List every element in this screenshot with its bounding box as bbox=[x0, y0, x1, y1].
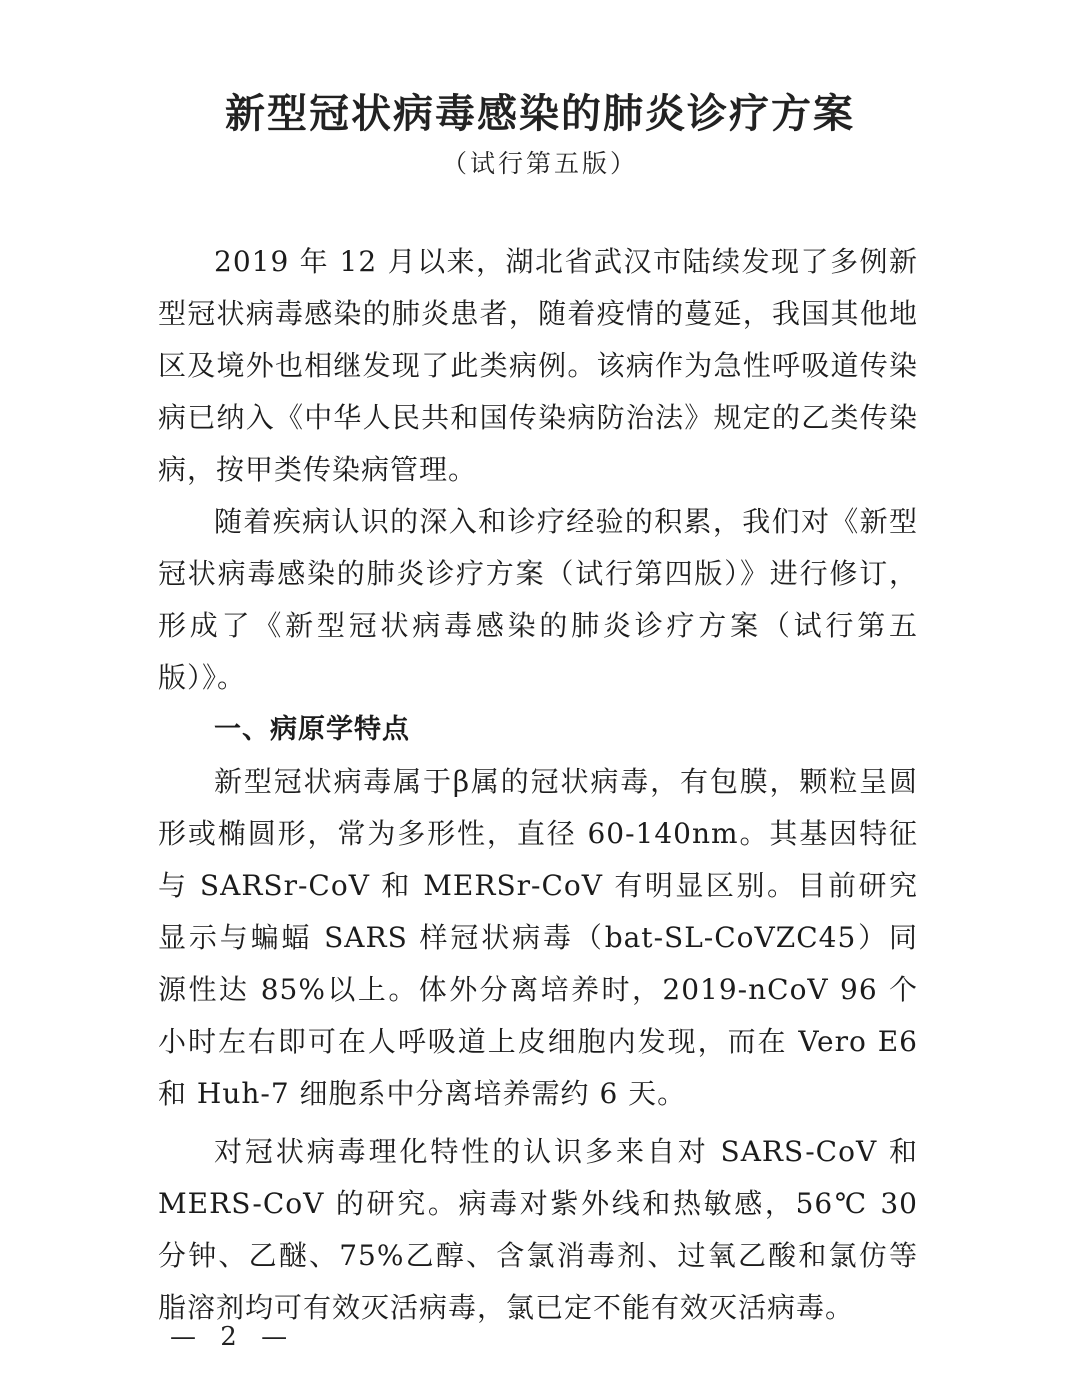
document-title: 新型冠状病毒感染的肺炎诊疗方案 bbox=[225, 91, 855, 137]
document-body bbox=[158, 236, 918, 1334]
section-paragraph-2: 对冠状病毒理化特性的认识多来自对 SARS-CoV 和 MERS-CoV 的研究。病毒对紫外线和热敏感，56℃ 30 分钟、乙醚、75%乙醇、含氯消毒剂、过氧乙酸和氯仿等脂溶剂均可有效灭活病毒，氯已定不能有效灭活病毒。 bbox=[158, 1135, 918, 1324]
intro-paragraph-2: 随着疾病认识的深入和诊疗经验的积累，我们对《新型冠状病毒感染的肺炎诊疗方案（试行第四版）》进行修订，形成了《新型冠状病毒感染的肺炎诊疗方案（试行第五版）》。 bbox=[158, 505, 918, 694]
section-paragraph-1: 新型冠状病毒属于β属的冠状病毒，有包膜，颗粒呈圆形或椭圆形，常为多形性，直径 60-140nm。其基因特征与 SARSr-CoV 和 MERSr-CoV 有明显区别。目前研究显示与蝙蝠 SARS 样冠状病毒（bat-SL-CoVZC45）同源性达 85%以上。体外分离培养时，2019-nCoV 96 个小时左右即可在人呼吸道上皮细胞内发现，而在 Vero E6 和 Huh-7 细胞系中分离培养需约 6 天。 bbox=[158, 765, 918, 1110]
page-number: — 2 — bbox=[170, 1322, 296, 1352]
section-heading: 一、病原学特点 bbox=[214, 714, 410, 745]
document-subtitle: （试行第五版） bbox=[441, 149, 638, 178]
intro-paragraph-1: 2019 年 12 月以来，湖北省武汉市陆续发现了多例新型冠状病毒感染的肺炎患者，随着疫情的蔓延，我国其他地区及境外也相继发现了此类病例。该病作为急性呼吸道传染病已纳入《中华人民共和国传染病防治法》规定的乙类传染病，按甲类传染病管理。 bbox=[158, 245, 918, 486]
